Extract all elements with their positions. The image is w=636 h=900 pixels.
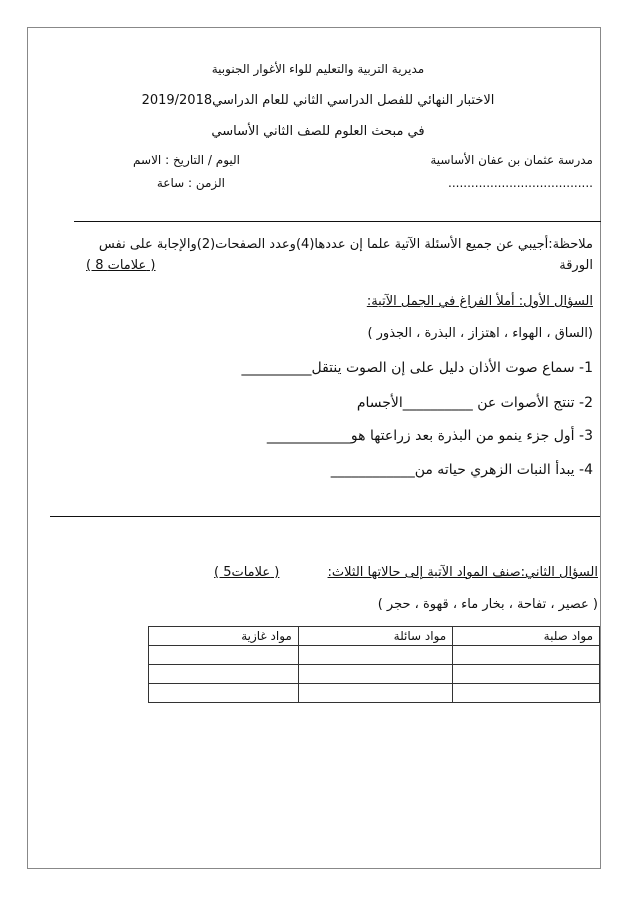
header-liquids: مواد سائلة	[298, 627, 452, 646]
table-row	[149, 684, 600, 703]
table-header-row	[149, 627, 600, 646]
q1-item-1: 1- سماع صوت الأذان دليل على إن الصوت ينتقل__________	[241, 360, 593, 376]
classification-table	[148, 626, 600, 703]
table-cell[interactable]	[453, 646, 600, 665]
note-line2: الورقة	[559, 258, 593, 273]
table-cell[interactable]	[149, 665, 299, 684]
table-cell[interactable]	[453, 684, 600, 703]
q1-item-2: 2- تنتج الأصوات عن __________الأجسام	[356, 395, 593, 411]
day-date-name-label: اليوم / التاريخ : الاسم	[133, 153, 240, 167]
table-cell[interactable]	[298, 665, 452, 684]
school-dots: ......................................	[448, 176, 593, 190]
table-cell[interactable]	[298, 684, 452, 703]
school-name: مدرسة عثمان بن عفان الأساسية	[430, 153, 593, 167]
q2-marks: ( 5علامات )	[214, 565, 280, 580]
table-row	[149, 646, 600, 665]
q2-word-bank: ( عصير ، تفاحة ، بخار ماء ، قهوة ، حجر )	[377, 597, 598, 612]
q1-word-bank: (الساق ، الهواء ، اهتزاز ، البذرة ، الجذور )	[367, 326, 593, 341]
divider-top	[74, 221, 601, 222]
time-label: الزمن : ساعة	[156, 176, 225, 190]
table-cell[interactable]	[453, 665, 600, 684]
q1-item-3: 3- أول جزء ينمو من البذرة بعد زراعتها هو____________	[266, 428, 593, 444]
table-cell[interactable]	[149, 684, 299, 703]
header-gases: مواد غازية	[149, 627, 299, 646]
table-cell[interactable]	[149, 646, 299, 665]
table-cell[interactable]	[298, 646, 452, 665]
divider-middle	[50, 516, 600, 517]
subject-title: في مبحث العلوم للصف الثاني الأساسي	[211, 124, 425, 139]
header-solids: مواد صلبة	[453, 627, 600, 646]
table-row	[149, 665, 600, 684]
q1-title: السؤال الأول: أملأ الفراغ في الجمل الآتية:	[366, 294, 593, 309]
exam-title: الاختبار النهائي للفصل الدراسي الثاني للعام الدراسي2019/2018	[141, 93, 495, 108]
note-marks: ( 8 علامات )	[86, 258, 156, 273]
note-line1: ملاحظة:أجيبي عن جميع الأسئلة الآتية علما إن عددها(4)وعدد الصفحات(2)والإجابة على نفس	[98, 237, 593, 252]
q1-item-4: 4- يبدأ النبات الزهري حياته من____________	[330, 462, 593, 478]
q2-title: السؤال الثاني:صنف المواد الآتية إلى حالاتها الثلاث:	[327, 565, 598, 580]
directorate-title: مديرية التربية والتعليم للواء الأغوار الجنوبية	[211, 62, 425, 76]
